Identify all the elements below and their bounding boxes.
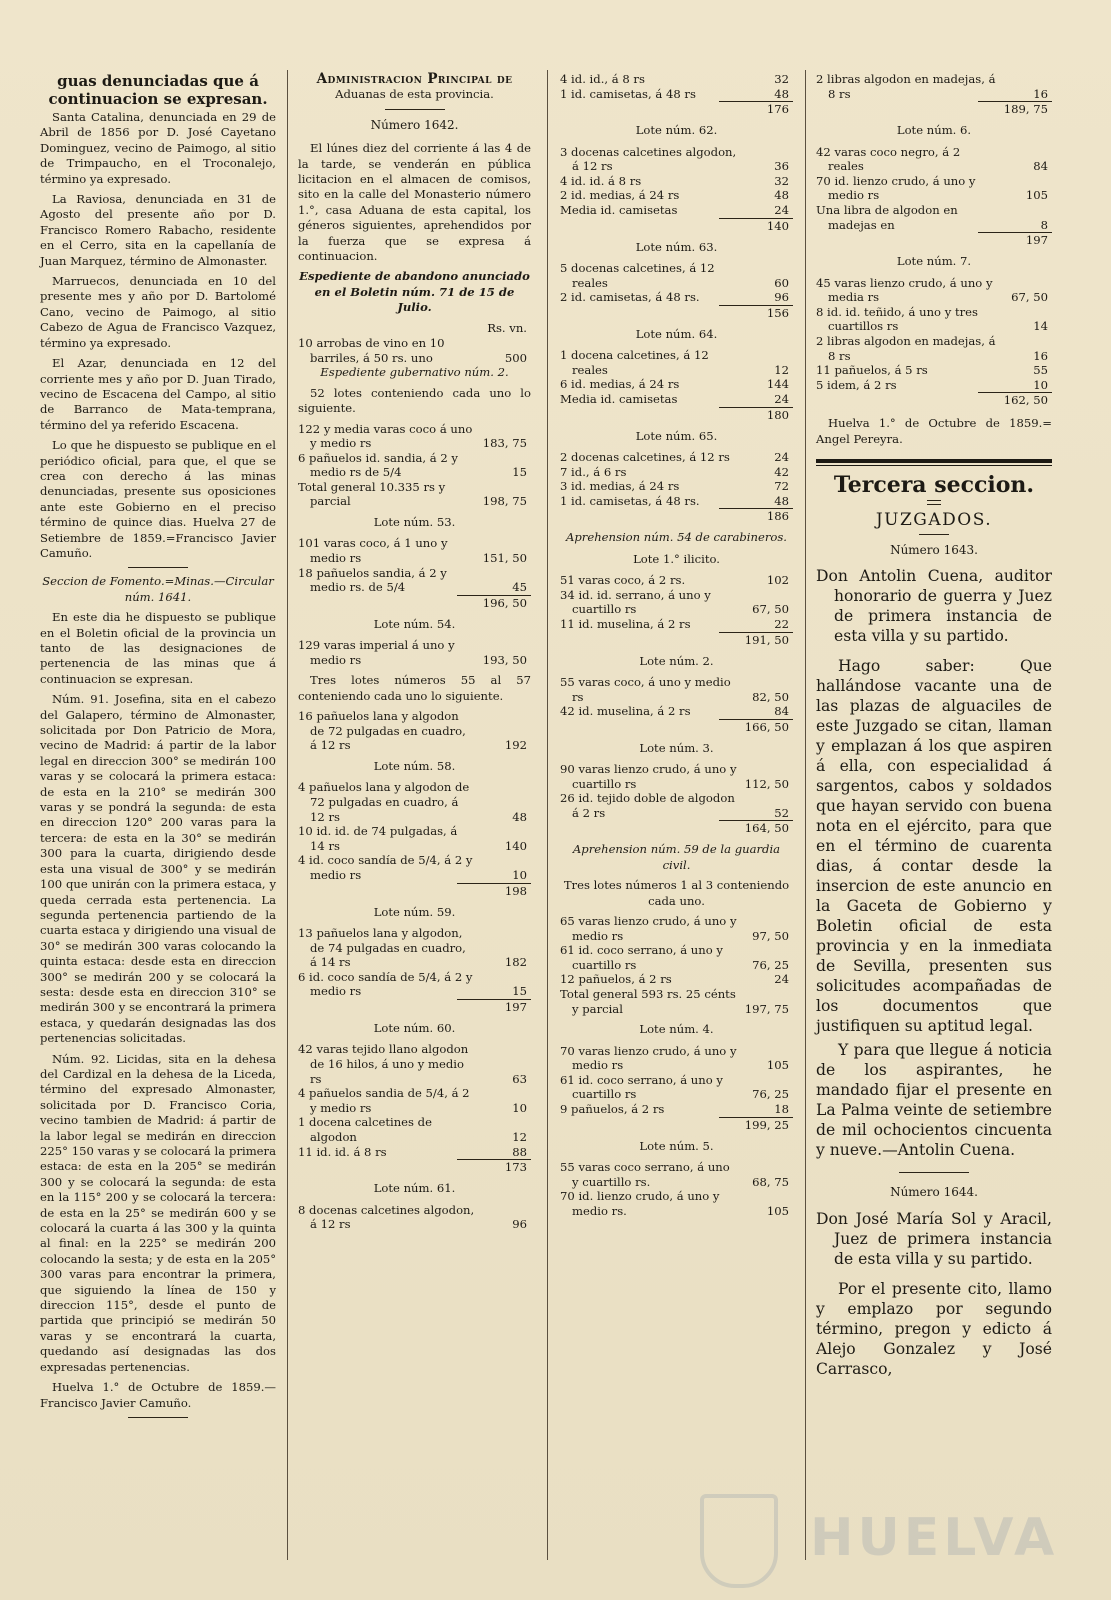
item-amount: 72	[774, 479, 789, 494]
item-row	[560, 261, 793, 290]
item-description: 4 id. coco sandía de 5/4, á 2 y medio rs	[298, 853, 473, 882]
item-row	[816, 174, 1052, 203]
item-amount: 12	[512, 1129, 527, 1144]
item-amount: 97, 50	[752, 928, 789, 943]
item-amount: 183, 75	[482, 436, 527, 451]
item-description: 8 id. id. teñido, á uno y tres cuartillos rs	[816, 304, 978, 334]
item-description: 122 y media varas coco á uno y medio rs	[298, 421, 473, 451]
item-amount: 32	[774, 72, 789, 86]
currency-header: Rs. vn.	[487, 320, 527, 335]
lote-heading: Lote núm. 2.	[639, 653, 714, 668]
expediente-heading: Espediente de abandono anunciado en el Boletin núm. 71 de 15 de Julio.	[299, 269, 530, 315]
item-row	[816, 305, 1052, 334]
item-amount: 84	[1033, 159, 1048, 174]
item-description: 61 id. coco serrano, á uno y cuartillo rs	[560, 1072, 723, 1102]
item-description: 101 varas coco, á 1 uno y medio rs	[298, 536, 448, 566]
item-row	[560, 1102, 793, 1117]
item-description: 42 varas tejido llano algodon de 16 hilos, á uno y medio rs	[298, 1042, 469, 1086]
lote-total: 180	[719, 407, 793, 423]
item-amount: 10	[512, 868, 527, 882]
item-table	[816, 72, 1052, 101]
item-row	[298, 709, 531, 753]
separator	[128, 567, 188, 568]
item-table	[560, 914, 793, 1016]
lote-total: 198	[457, 883, 531, 899]
item-table	[560, 675, 793, 719]
item-description: 11 id. muselina, á 2 rs	[560, 616, 691, 631]
item-description: 2 id. camisetas, á 48 rs.	[560, 290, 700, 305]
item-table	[560, 762, 793, 820]
item-description: 1 docena calcetines de algodon	[298, 1115, 432, 1144]
item-row	[298, 1203, 531, 1232]
item-row	[298, 336, 531, 365]
lote-total: 162, 50	[978, 392, 1052, 408]
notice-number: Número 1643.	[890, 542, 978, 557]
item-row	[298, 853, 531, 882]
item-amount: 15	[512, 465, 527, 480]
item-description: 70 varas lienzo crudo, á uno y medio rs	[560, 1043, 737, 1073]
item-description: 1 id. camisetas, á 48 rs.	[560, 493, 700, 508]
item-row	[298, 422, 531, 451]
notice-number: Número 1644.	[890, 1185, 978, 1200]
lote-heading: Lote núm. 3.	[639, 740, 714, 755]
item-table	[816, 276, 1052, 393]
item-amount: 182	[504, 955, 527, 970]
item-description: 2 libras algodon en madejas, á 8 rs	[816, 333, 996, 363]
item-description: 2 id. medias, á 24 rs	[560, 188, 680, 203]
lote-heading: Lote núm. 61.	[373, 1181, 456, 1196]
paragraph: Por el presente cito, llamo y emplazo por segundo término, pregon y edicto á Alejo Gonzalez y José Carrasco,	[816, 1279, 1052, 1378]
item-amount: 18	[774, 1102, 789, 1117]
item-row	[816, 72, 1052, 101]
lote-heading: Lote núm. 62.	[635, 123, 718, 138]
item-amount: 68, 75	[752, 1174, 789, 1189]
item-amount: 67, 50	[752, 602, 789, 617]
paragraph: El Azar, denunciada en 12 del corriente mes y año por D. Juan Tirado, vecino de Escacena del Campo, al sitio de Barranco de Mata-temprana, término del ya referido Escacena.	[40, 356, 276, 432]
item-description: 6 pañuelos id. sandia, á 2 y medio rs de 5/4	[298, 450, 458, 480]
paragraph: Núm. 92. Licidas, sita en la dehesa del Cardizal en la dehesa de la Liceda, término del expresado Almonaster, solicitada por D. Francisco Coria, vecino tambien de Madrid: á partir de la labor legal se medirán en direccion 225° 150 varas y se colocará la primera estaca: de esta en la 205° se medirán 300 y se colocará la segunda: de esta en la 115° 200 y se colocará la tercera: de esta en la 25° se medirán 600 y se colocará la cuarta á las 300 y la quinta al final: en la 225° se medirán 200 colocando la sesta; y de esta en la 205° 300 varas para encontrar la primera, que siguiendo la línea de 150 y direccion 115°, desde el punto de partida que principió se medirán 50 varas y se encontrará la cuarta, quedando así designadas las dos expresadas pertenencias.	[40, 1051, 276, 1374]
item-description: 129 varas imperial á uno y medio rs	[298, 638, 455, 667]
item-amount: 32	[774, 173, 789, 188]
item-amount: 144	[766, 377, 789, 392]
lote-heading: Lote núm. 59.	[373, 904, 456, 919]
item-amount: 22	[774, 616, 789, 631]
item-table	[560, 72, 793, 101]
item-amount: 60	[774, 275, 789, 290]
item-description: 13 pañuelos lana y algodon, de 74 pulgadas en cuadro, á 14 rs	[298, 926, 466, 970]
item-table	[816, 145, 1052, 233]
lote-heading: Lote núm. 6.	[896, 123, 972, 138]
paragraph: Santa Catalina, denunciada en 29 de Abril de 1856 por D. José Cayetano Dominguez, vecino de Paimogo, al sitio de Trimpaucho, en el Troconalejo, término ya expresado.	[40, 110, 276, 186]
juez-header: Don Antolin Cuena, auditor honorario de guerra y Juez de primera instancia de esta villa y su partido.	[816, 567, 1052, 646]
item-row	[816, 378, 1052, 393]
item-description: 7 id., á 6 rs	[560, 464, 627, 479]
lote-total: 156	[719, 305, 793, 321]
item-description: 11 id. id. á 8 rs	[298, 1144, 387, 1159]
item-description: 12 pañuelos, á 2 rs	[560, 972, 672, 987]
item-amount: 10	[512, 1100, 527, 1115]
item-description: 42 varas coco negro, á 2 reales	[816, 144, 961, 174]
item-description: 5 idem, á 2 rs	[816, 377, 897, 392]
item-row	[560, 1189, 793, 1218]
item-description: 6 id. coco sandía de 5/4, á 2 y medio rs	[298, 969, 473, 999]
item-row	[560, 377, 793, 392]
item-amount: 140	[504, 838, 527, 853]
item-amount: 10	[1033, 377, 1048, 392]
item-row	[298, 1042, 531, 1086]
column-rule	[287, 70, 288, 1560]
item-row	[560, 450, 793, 465]
item-description: 34 id. id. serrano, á uno y cuartillo rs	[560, 587, 711, 617]
item-row	[560, 1044, 793, 1073]
item-row	[560, 72, 793, 87]
item-description: 4 pañuelos sandia de 5/4, á 2 y medio rs	[298, 1086, 470, 1115]
item-amount: 96	[512, 1217, 527, 1232]
item-amount: 105	[1025, 188, 1048, 203]
item-table	[298, 422, 531, 510]
lote-heading: Lote núm. 64.	[635, 326, 718, 341]
item-amount: 84	[774, 704, 789, 719]
item-row	[560, 465, 793, 480]
item-table	[560, 1160, 793, 1218]
item-row	[560, 573, 793, 588]
item-row	[560, 791, 793, 820]
item-row	[298, 1086, 531, 1115]
lote-total: 191, 50	[719, 632, 793, 648]
item-row	[298, 970, 531, 999]
separator	[927, 500, 941, 505]
juez-header: Don José María Sol y Aracil, Juez de primera instancia de esta villa y su partido.	[816, 1209, 1052, 1268]
item-amount: 151, 50	[482, 551, 527, 566]
paragraph: La Raviosa, denunciada en 31 de Agosto del presente año por D. Francisco Romero Rabacho, residente en el Cerro, sita en la capellanía de Juan Marquez, término de Almonaster.	[40, 192, 276, 268]
item-description: 55 varas coco, á uno y medio rs	[560, 674, 731, 704]
item-row	[560, 203, 793, 218]
item-amount: 55	[1033, 363, 1048, 378]
column-rule	[805, 70, 806, 1560]
item-description: 70 id. lienzo crudo, á uno y medio rs.	[560, 1189, 720, 1218]
paragraph: En este dia he dispuesto se publique en el Boletin oficial de la provincia un tanto de las designaciones de pertenencia de las minas que á continuacion se expresan.	[40, 610, 276, 686]
item-row	[560, 588, 793, 617]
item-row	[560, 479, 793, 494]
column-3	[560, 72, 793, 1218]
lote-heading: Lote núm. 58.	[373, 759, 456, 774]
item-table	[298, 709, 531, 753]
paragraph: Núm. 91. Josefina, sita en el cabezo del Galapero, término de Almonaster, solicitada por Don Patricio de Mora, vecino de Madrid: á partir de la labor legal en direccion 300° se medirán 100 varas y se colocará la primera estaca: de esta en la 210° se medirán 300 varas y se pondrá la segunda: de esta en direccion 120° 200 varas para la tercera: de esta en la 30° se medirán 300 para la cuarta, dirigiendo desde esta una visual de 300° y se medirán 100 que unirán con la primera estaca, y queda cerrada esta pertenencia. La segunda pertenencia partiendo de la cuarta estaca y dirigiendo una visual de 30° se medirán 300 varas colocando la quinta estaca: desde esta en direccion 300° se medirán 200 y se colocará la sesta: desde esta en direccion 310° se medirán 300 y se encontrará la primera estaca, y quedarán designadas las dos pertenencias solicitadas.	[40, 692, 276, 1046]
section-title: Tercera seccion.	[833, 472, 1035, 499]
item-amount: 48	[774, 86, 789, 101]
item-description: 26 id. tejido doble de algodon á 2 rs	[560, 791, 735, 820]
item-row	[816, 145, 1052, 174]
item-row	[560, 174, 793, 189]
item-amount: 45	[512, 580, 527, 595]
item-description: 90 varas lienzo crudo, á uno y cuartillo rs	[560, 762, 737, 791]
item-amount: 15	[512, 984, 527, 999]
item-amount: 8	[1040, 217, 1048, 232]
item-amount: 48	[774, 493, 789, 508]
lote-heading: Lote núm. 5.	[639, 1138, 714, 1153]
item-row	[298, 824, 531, 853]
item-row	[560, 87, 793, 102]
lote-total: 173	[457, 1159, 531, 1175]
item-table	[560, 348, 793, 406]
item-description: 10 arrobas de vino en 10 barriles, á 50 rs. uno	[298, 336, 445, 365]
item-table	[298, 926, 531, 999]
separator	[899, 1172, 969, 1173]
item-row	[560, 392, 793, 407]
item-description: 4 id. id., á 8 rs	[560, 72, 645, 86]
item-table	[298, 336, 531, 365]
item-row	[816, 334, 1052, 363]
item-row	[560, 943, 793, 972]
item-row	[560, 987, 793, 1016]
item-row	[816, 276, 1052, 305]
item-amount: 192	[504, 738, 527, 753]
paragraph: Tres lotes números 55 al 57 conteniendo cada uno lo siguiente.	[298, 673, 531, 703]
item-amount: 24	[774, 391, 789, 406]
item-description: 2 docenas calcetines, á 12 rs	[560, 449, 730, 464]
lote-total: 196, 50	[457, 595, 531, 611]
item-amount: 105	[766, 1203, 789, 1218]
item-amount: 14	[1033, 319, 1048, 334]
item-table	[560, 1044, 793, 1117]
item-description: 55 varas coco serrano, á uno y cuartillo rs.	[560, 1160, 730, 1189]
item-description: Total general 593 rs. 25 cénts y parcial	[560, 987, 736, 1016]
item-description: Media id. camisetas	[560, 202, 678, 217]
item-row	[560, 704, 793, 719]
item-amount: 63	[512, 1071, 527, 1086]
lote-total: 199, 25	[719, 1117, 793, 1133]
shield-icon	[700, 1494, 778, 1588]
item-amount: 52	[774, 805, 789, 820]
paragraph: Lo que he dispuesto se publique en el periódico oficial, para que, el que se crea con derecho á las minas denunciadas, presente sus oposiciones ante este Gobierno en el preciso término de quince dias. Huelva 27 de Setiembre de 1859.=Francisco Javier Camuño.	[40, 438, 276, 560]
item-row	[560, 1160, 793, 1189]
separator	[919, 534, 949, 535]
item-row	[298, 1115, 531, 1144]
item-amount: 24	[774, 972, 789, 987]
item-amount: 76, 25	[752, 1087, 789, 1102]
item-row	[560, 188, 793, 203]
item-description: 6 id. medias, á 24 rs	[560, 377, 680, 392]
lote-total: 140	[719, 218, 793, 234]
item-table	[560, 450, 793, 508]
item-row	[560, 1073, 793, 1102]
watermark-text: HUELVA	[810, 1508, 1059, 1568]
column-4	[816, 72, 1052, 1383]
signature: Huelva 1.° de Octubre de 1859.—Francisco Javier Camuño.	[40, 1380, 276, 1410]
item-row	[560, 348, 793, 377]
item-description: 1 docena calcetines, á 12 reales	[560, 348, 709, 377]
section-rule	[816, 459, 1052, 463]
item-row	[560, 290, 793, 305]
item-description: 16 pañuelos lana y algodon de 72 pulgadas en cuadro, á 12 rs	[298, 709, 466, 753]
column-rule	[547, 70, 548, 1560]
item-table	[298, 536, 531, 594]
lote-total: 186	[719, 508, 793, 524]
item-amount: 16	[1033, 86, 1048, 101]
lote-heading: Lote núm. 63.	[635, 239, 718, 254]
item-row	[298, 566, 531, 595]
lote-total: 164, 50	[719, 820, 793, 836]
item-amount: 48	[512, 809, 527, 824]
item-table	[298, 638, 531, 667]
item-table	[560, 145, 793, 218]
item-row	[560, 675, 793, 704]
item-description: 18 pañuelos sandia, á 2 y medio rs. de 5/4	[298, 565, 447, 595]
paragraph: Hago saber: Que hallándose vacante una de las plazas de alguaciles de este Juzgado se citan, llaman y emplazan á los que aspiren á ella, con especialidad á sargentos, cabos y soldados que hayan servido con buena nota en el ejército, para que en el término de cuarenta dias, á contar desde la insercion de este anuncio en la Gaceta de Gobierno y Boletin oficial de esta provincia y en la inmediata de Sevilla, presenten sus solicitudes acompañadas de los documentos que justifiquen su aptitud legal.	[816, 657, 1052, 1036]
item-amount: 24	[774, 449, 789, 464]
item-row	[560, 494, 793, 509]
item-description: 1 id. camisetas, á 48 rs	[560, 86, 696, 101]
item-description: 8 docenas calcetines algodon, á 12 rs	[298, 1202, 475, 1232]
item-row	[298, 1145, 531, 1160]
item-row	[298, 780, 531, 824]
aduanas-title: Administracion Principal de	[316, 71, 513, 87]
item-description: 10 id. id. de 74 pulgadas, á 14 rs	[298, 824, 458, 853]
section-rule	[816, 465, 1052, 466]
item-description: 3 docenas calcetines algodon, á 12 rs	[560, 144, 737, 174]
item-row	[298, 536, 531, 565]
item-amount: 102	[766, 573, 789, 588]
item-table	[298, 1203, 531, 1232]
item-description: 9 pañuelos, á 2 rs	[560, 1102, 665, 1117]
paragraph: Marruecos, denunciada en 10 del presente mes y año por D. Bartolomé Cano, vecino de Paimogo, al sitio Cabezo de Agua de Francisco Vazquez, término ya expresado.	[40, 274, 276, 350]
item-description: 45 varas lienzo crudo, á uno y media rs	[816, 275, 993, 305]
signature: Huelva 1.° de Octubre de 1859.= Angel Pereyra.	[816, 416, 1052, 446]
lote-heading: Lote núm. 60.	[373, 1020, 456, 1035]
item-row	[298, 926, 531, 970]
lote-total: 189, 75	[978, 101, 1052, 117]
item-table	[298, 780, 531, 882]
lote-heading: Lote 1.° ilicito.	[633, 551, 720, 566]
item-description: Una libra de algodon en madejas en	[816, 202, 958, 232]
section-heading: Seccion de Fomento.=Minas.—Circular núm. 1641.	[42, 574, 274, 604]
lote-total: 197	[978, 232, 1052, 248]
paragraph: Y para que llegue á noticia de los aspirantes, he mandado fijar el presente en La Palma veinte de setiembre de mil ochocientos cincuenta y nueve.—Antolin Cuena.	[816, 1041, 1052, 1160]
item-amount: 24	[774, 202, 789, 217]
paragraph: Tres lotes números 1 al 3 conteniendo cada uno.	[563, 878, 790, 908]
item-description: 70 id. lienzo crudo, á uno y medio rs	[816, 173, 976, 203]
item-amount: 16	[1033, 348, 1048, 363]
juzgados-heading: JUZGADOS.	[875, 509, 993, 530]
item-row	[298, 480, 531, 509]
item-row	[816, 203, 1052, 232]
aprehension-heading: Aprehension núm. 54 de carabineros.	[566, 530, 787, 545]
item-description: 4 id. id. á 8 rs	[560, 173, 642, 188]
lote-heading: Lote núm. 7.	[896, 254, 972, 269]
item-amount: 12	[774, 362, 789, 377]
item-amount: 500	[504, 350, 527, 365]
item-amount: 36	[774, 159, 789, 174]
lote-total: 176	[719, 101, 793, 117]
item-row	[816, 363, 1052, 378]
item-amount: 82, 50	[752, 689, 789, 704]
item-amount: 112, 50	[744, 776, 789, 791]
item-row	[560, 914, 793, 943]
item-row	[560, 145, 793, 174]
item-table	[560, 573, 793, 631]
paragraph: El lúnes diez del corriente á las 4 de la tarde, se venderán en pública licitacion en el almacen de comisos, sito en la calle del Monasterio número 1.°, casa Aduana de esta capital, los géneros siguientes, aprehendidos por la fuerza que se expresa á continuacion.	[298, 141, 531, 264]
item-description: 5 docenas calcetines, á 12 reales	[560, 260, 715, 290]
item-amount: 193, 50	[482, 652, 527, 667]
item-row	[560, 972, 793, 987]
item-description: 65 varas lienzo crudo, á uno y medio rs	[560, 914, 737, 943]
column-2	[298, 72, 531, 1232]
lote-heading: Lote núm. 53.	[373, 515, 456, 530]
minas-heading: guas denunciadas que á continuacion se expresan.	[48, 72, 268, 108]
lote-heading: Lote núm. 54.	[373, 616, 456, 631]
item-row	[560, 762, 793, 791]
aduanas-subtitle: Aduanas de esta provincia.	[335, 87, 494, 102]
library-watermark	[700, 1490, 1060, 1590]
expediente-heading: Espediente gubernativo núm. 2.	[320, 365, 509, 380]
item-description: 11 pañuelos, á 5 rs	[816, 363, 928, 378]
item-amount: 67, 50	[1011, 290, 1048, 305]
notice-number: Número 1642.	[370, 117, 459, 132]
item-description: 3 id. medias, á 24 rs	[560, 479, 680, 494]
item-description: 51 varas coco, á 2 rs.	[560, 573, 686, 588]
item-row	[560, 617, 793, 632]
separator	[385, 109, 445, 110]
item-row	[298, 451, 531, 480]
item-table	[560, 261, 793, 305]
item-description: 2 libras algodon en madejas, á 8 rs	[816, 72, 996, 101]
item-amount: 42	[774, 464, 789, 479]
item-amount: 198, 75	[482, 494, 527, 509]
item-amount: 197, 75	[744, 1001, 789, 1016]
aprehension-heading: Aprehension núm. 59 de la guardia civil.	[572, 842, 781, 872]
item-amount: 105	[766, 1058, 789, 1073]
item-amount: 76, 25	[752, 957, 789, 972]
item-description: 4 pañuelos lana y algodon de 72 pulgadas en cuadro, á 12 rs	[298, 780, 470, 824]
separator	[128, 1417, 188, 1418]
item-amount: 88	[512, 1144, 527, 1159]
item-description: Media id. camisetas	[560, 391, 678, 406]
item-table	[298, 1042, 531, 1159]
lote-total: 166, 50	[719, 719, 793, 735]
item-row	[298, 638, 531, 667]
item-description: 42 id. muselina, á 2 rs	[560, 704, 691, 719]
item-description: 61 id. coco serrano, á uno y cuartillo rs	[560, 943, 723, 972]
paragraph: 52 lotes conteniendo cada uno lo siguiente.	[298, 385, 531, 416]
item-amount: 96	[774, 290, 789, 305]
column-1	[40, 72, 276, 1424]
lote-total: 197	[457, 999, 531, 1015]
lote-heading: Lote núm. 4.	[639, 1022, 714, 1037]
item-description: Total general 10.335 rs y parcial	[298, 479, 446, 509]
lote-heading: Lote núm. 65.	[635, 428, 718, 443]
item-amount: 48	[774, 188, 789, 203]
